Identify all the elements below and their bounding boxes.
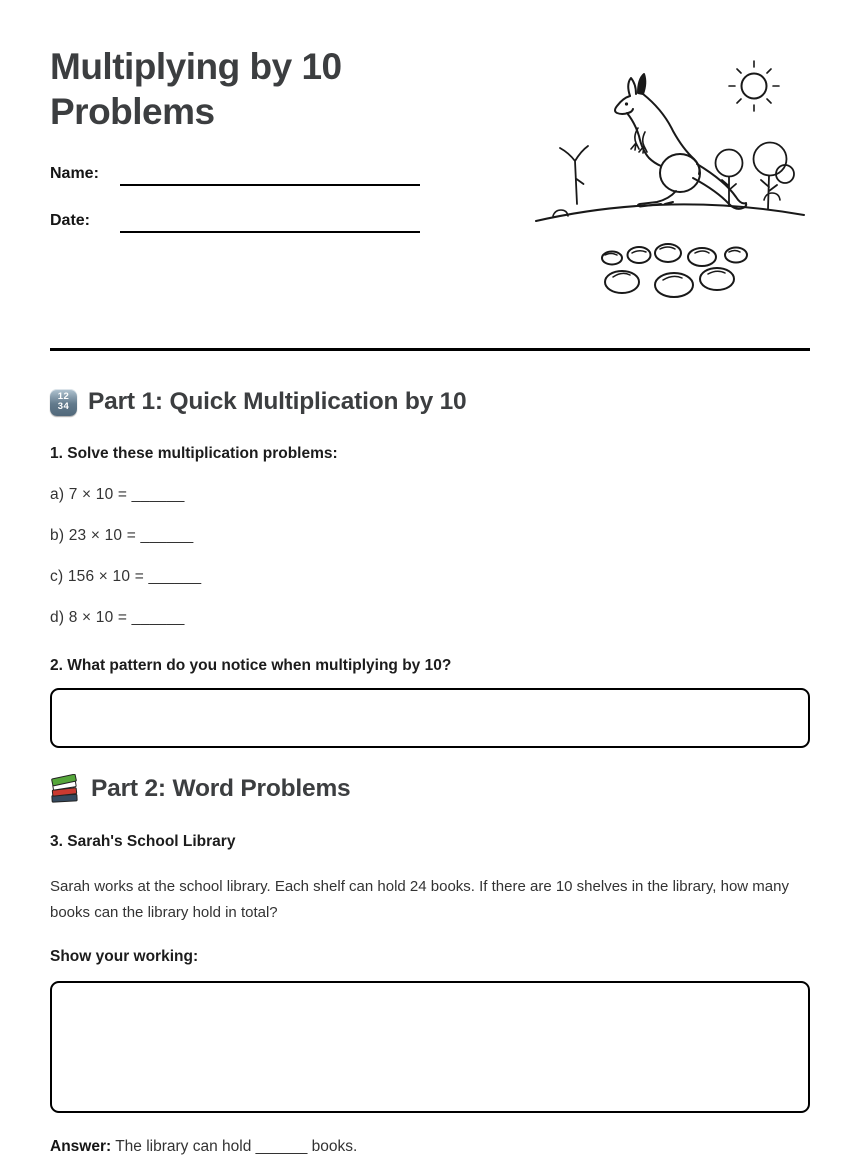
question-3-title: 3. Sarah's School Library	[50, 833, 236, 850]
worksheet-header	[0, 0, 860, 352]
problem-c: c) 156 × 10 = ______	[50, 568, 202, 585]
keycap-digits-bottom: 34	[57, 401, 70, 412]
answer-label: Answer:	[50, 1138, 112, 1155]
part1-heading-text: Part 1: Quick Multiplication by 10	[88, 388, 467, 415]
problem-d: d) 8 × 10 = ______	[50, 609, 185, 626]
problem-a: a) 7 × 10 = ______	[50, 486, 185, 503]
working-answer-box[interactable]	[50, 981, 810, 1113]
keycap-digits-top: 12	[57, 391, 70, 402]
worksheet-body	[50, 352, 810, 1157]
part2-heading-text: Part 2: Word Problems	[91, 775, 351, 802]
pattern-answer-box[interactable]	[50, 688, 810, 748]
name-label: Name:	[50, 165, 99, 182]
question-2-label: 2. What pattern do you notice when multiplying by 10?	[50, 657, 452, 674]
question-1-label: 1. Solve these multiplication problems:	[50, 445, 338, 462]
kangaroo-illustration	[533, 57, 811, 309]
word-problem-text: Sarah works at the school library. Each shelf can hold 24 books. If there are 10 shelves in the library, how many books can the library hold in total?	[50, 878, 789, 921]
answer-text: The library can hold ______ books.	[115, 1138, 358, 1155]
part1-heading	[50, 388, 810, 416]
date-field-row	[50, 207, 420, 233]
date-label: Date:	[50, 212, 91, 229]
section-divider	[50, 348, 810, 351]
name-input-line[interactable]	[120, 160, 420, 186]
problem-b: b) 23 × 10 = ______	[50, 527, 194, 544]
part2-heading	[50, 774, 810, 804]
date-input-line[interactable]	[120, 207, 420, 233]
input-numbers-icon	[50, 389, 77, 416]
name-field-row	[50, 160, 420, 186]
show-working-label: Show your working:	[50, 948, 199, 965]
books-icon	[50, 774, 80, 804]
answer-line	[50, 1136, 810, 1157]
page-title: Multiplying by 10 Problems	[50, 46, 342, 132]
